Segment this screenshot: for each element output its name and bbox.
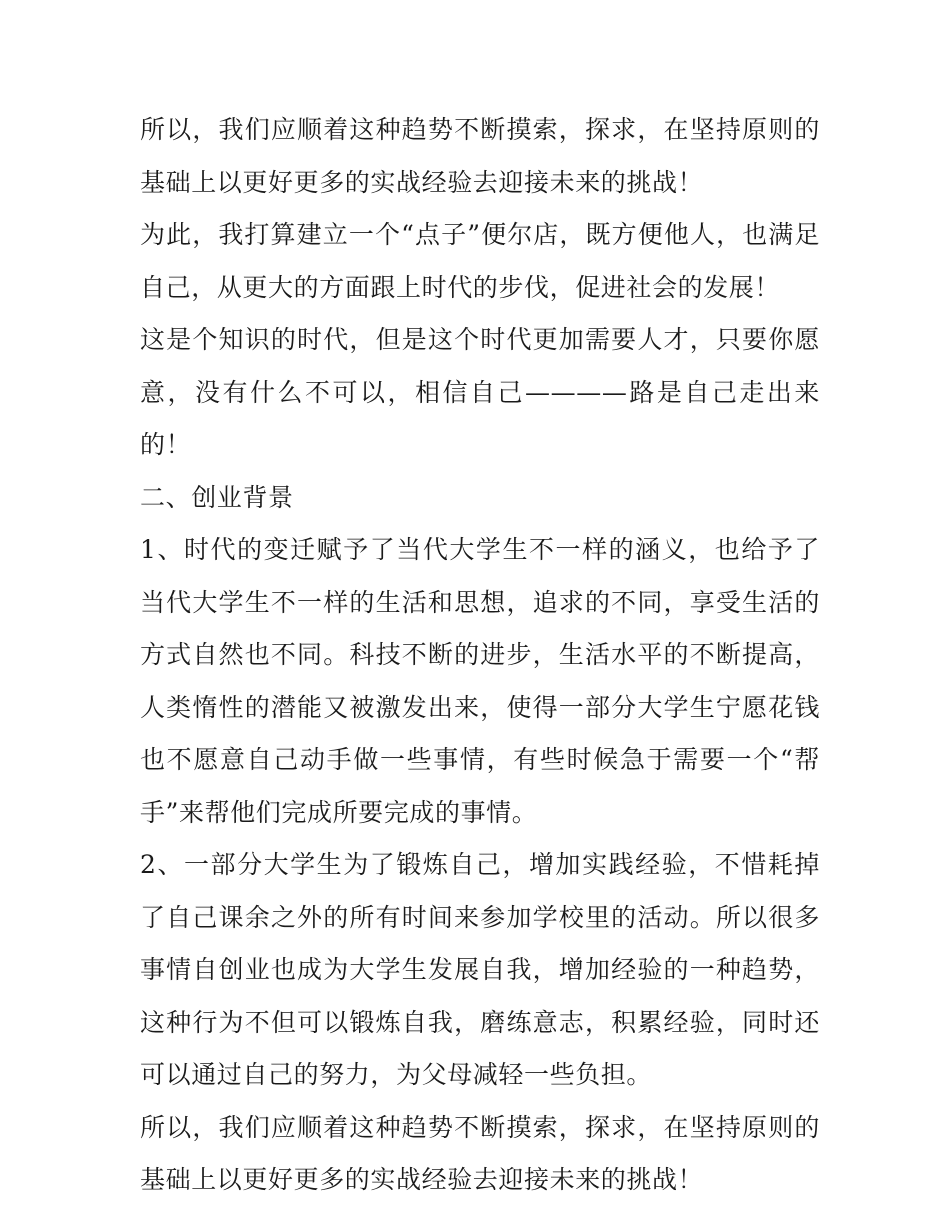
- section-heading-background: 二、创业背景: [140, 482, 294, 512]
- paragraph-era: 这是个知识的时代，但是这个时代更加需要人才，只要你愿意，没有什么不可以，相信自己————路是自己走出来的！: [140, 325, 820, 459]
- paragraph-closing-2: 所以，我们应顺着这种趋势不断摸索，探求，在坚持原则的基础上以更好更多的实战经验去迎接未来的挑战！: [140, 1112, 820, 1194]
- paragraph-point-1: 1、时代的变迁赋予了当代大学生不一样的涵义，也给予了当代大学生不一样的生活和思想，追求的不同，享受生活的方式自然也不同。科技不断的进步，生活水平的不断提高，人类惰性的潜能又被激发出来，使得一部分大学生宁愿花钱也不愿意自己动手做一些事情，有些时候急于需要一个“帮手”来帮他们完成所要完成的事情。: [140, 535, 820, 827]
- paragraph-plan: 为此，我打算建立一个“点子”便尔店，既方便他人，也满足自己，从更大的方面跟上时代的步伐，促进社会的发展！: [140, 220, 820, 302]
- paragraph-closing-1: 所以，我们应顺着这种趋势不断摸索，探求，在坚持原则的基础上以更好更多的实战经验去迎接未来的挑战！: [140, 115, 820, 197]
- paragraph-point-2: 2、一部分大学生为了锻炼自己，增加实践经验，不惜耗掉了自己课余之外的所有时间来参加学校里的活动。所以很多事情自创业也成为大学生发展自我，增加经验的一种趋势，这种行为不但可以锻炼自我，磨练意志，积累经验，同时还可以通过自己的努力，为父母减轻一些负担。: [140, 850, 820, 1089]
- document-body: [140, 104, 820, 1207]
